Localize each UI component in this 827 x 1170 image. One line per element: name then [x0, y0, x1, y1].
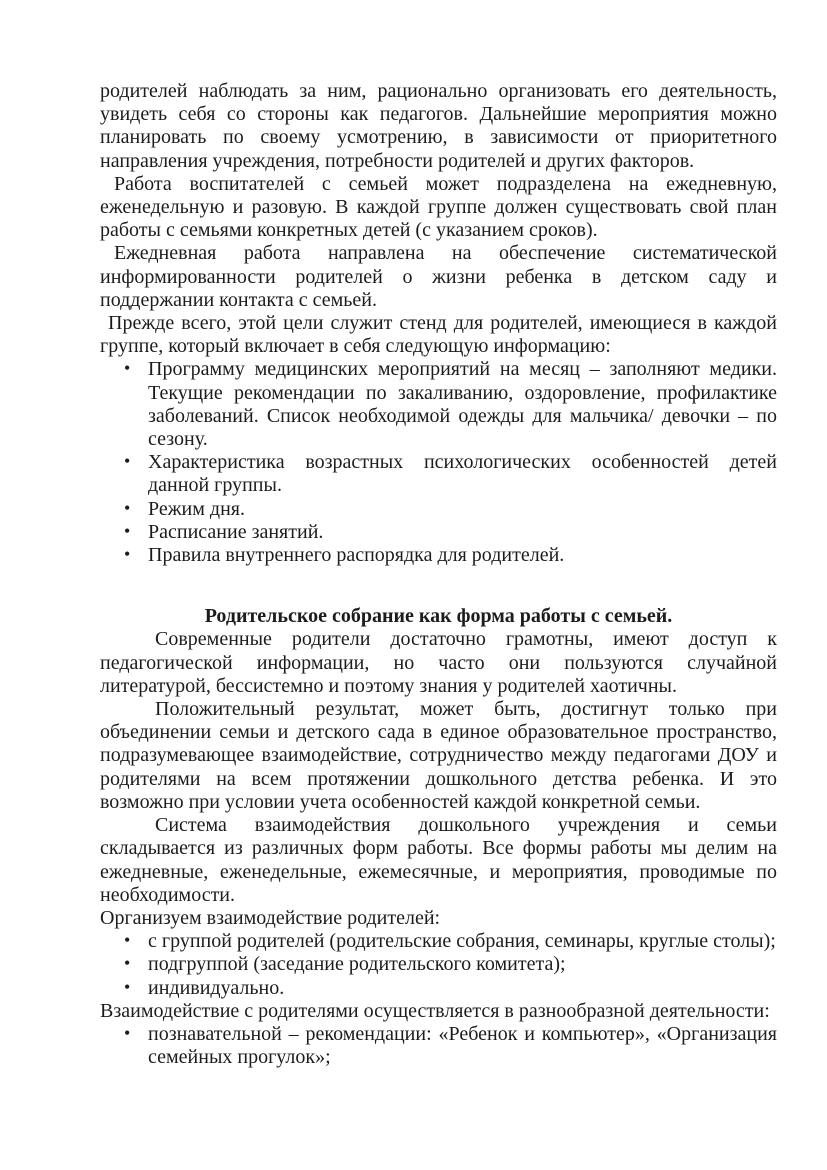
paragraph-positive-result: Положительный результат, может быть, достигнут только при объединении семьи и детского сада в единое образовательное пространство, подразумевающее взаимодействие, сотрудничество между педагогами ДОУ и родителями на всем протяжении дошкольного детства ребенка. И это возможно при условии учета особенностей каждой конкретной семьи. — [100, 698, 777, 813]
stand-info-list — [100, 358, 777, 567]
list-item — [100, 498, 777, 521]
list-item-text: Программу медицинских мероприятий на месяц – заполняют медики. Текущие рекомендации по закаливанию, оздоровление, профилактике заболеваний. Список необходимой одежды для мальчика/ девочки – по сезону. — [148, 358, 777, 451]
list-item — [100, 521, 777, 544]
organize-list — [100, 930, 777, 1000]
paragraph-daily-work: Ежедневная работа направлена на обеспечение систематической информированности родителей о жизни ребенка в детском саду и поддержании контакта с семьей. — [100, 242, 777, 311]
document-text-block — [100, 80, 777, 1069]
list-item-text: познавательной – рекомендации: «Ребенок и компьютер», «Организация семейных прогулок»; — [148, 1022, 777, 1069]
bullet-icon: • — [124, 953, 131, 974]
bullet-icon: • — [124, 976, 131, 997]
list-item — [100, 358, 777, 451]
list-item — [100, 451, 777, 497]
list-item-text: подгруппой (заседание родительского комитета); — [148, 953, 566, 976]
list-item-text: с группой родителей (родительские собрания, семинары, круглые столы); — [148, 930, 776, 953]
activities-list — [100, 1023, 777, 1069]
list-item-text: Правила внутреннего распорядка для родителей. — [148, 544, 565, 567]
list-item — [100, 953, 777, 976]
bullet-icon: • — [124, 358, 131, 379]
bullet-icon: • — [124, 520, 131, 541]
paragraph-organize-interaction: Организуем взаимодействие родителей: — [100, 906, 441, 929]
paragraph-interaction-activities: Взаимодействие с родителями осуществляется в разнообразной деятельности: — [100, 999, 770, 1022]
paragraph-continuation: родителей наблюдать за ним, рационально организовать его деятельность, увидеть себя со стороны как педагогов. Дальнейшие мероприятия можно планировать по своему усмотрению, в зависимости от приоритетного направления учреждения, потребности родителей и других факторов. — [100, 80, 777, 172]
section-heading: Родительское собрание как форма работы с семьей. — [204, 605, 673, 628]
list-item-text: Режим дня. — [148, 497, 245, 520]
paragraph-interaction-system: Система взаимодействия дошкольного учреждения и семьи складывается из различных форм работы. Все формы работы мы делим на ежедневные, еженедельные, ежемесячные, и мероприятия, проводимые по необходимости. — [100, 814, 777, 906]
list-item — [100, 977, 777, 1000]
paragraph-modern-parents: Современные родители достаточно грамотны, имеют доступ к педагогической информации, но часто они пользуются случайной литературой, бессистемно и поэтому знания у родителей хаотичны. — [100, 628, 777, 697]
paragraph-work-with-family: Работа воспитателей с семьей может подразделена на ежедневную, еженедельную и разовую. В каждой группе должен существовать свой план работы с семьями конкретных детей (с указанием сроков). — [100, 172, 777, 242]
list-item-text: индивидуально. — [148, 976, 285, 999]
bullet-icon: • — [124, 497, 131, 518]
bullet-icon: • — [124, 544, 131, 565]
bullet-icon: • — [124, 451, 131, 472]
bullet-icon: • — [124, 930, 131, 951]
list-item — [100, 544, 777, 567]
list-item — [100, 930, 777, 953]
list-item-text: Расписание занятий. — [148, 520, 324, 543]
list-item-text: Характеристика возрастных психологических особенностей детей данной группы. — [148, 451, 777, 497]
bullet-icon: • — [124, 1022, 131, 1043]
paragraph-parents-stand: Прежде всего, этой цели служит стенд для родителей, имеющиеся в каждой группе, который включает в себя следующую информацию: — [100, 312, 777, 358]
list-item — [100, 1023, 777, 1069]
